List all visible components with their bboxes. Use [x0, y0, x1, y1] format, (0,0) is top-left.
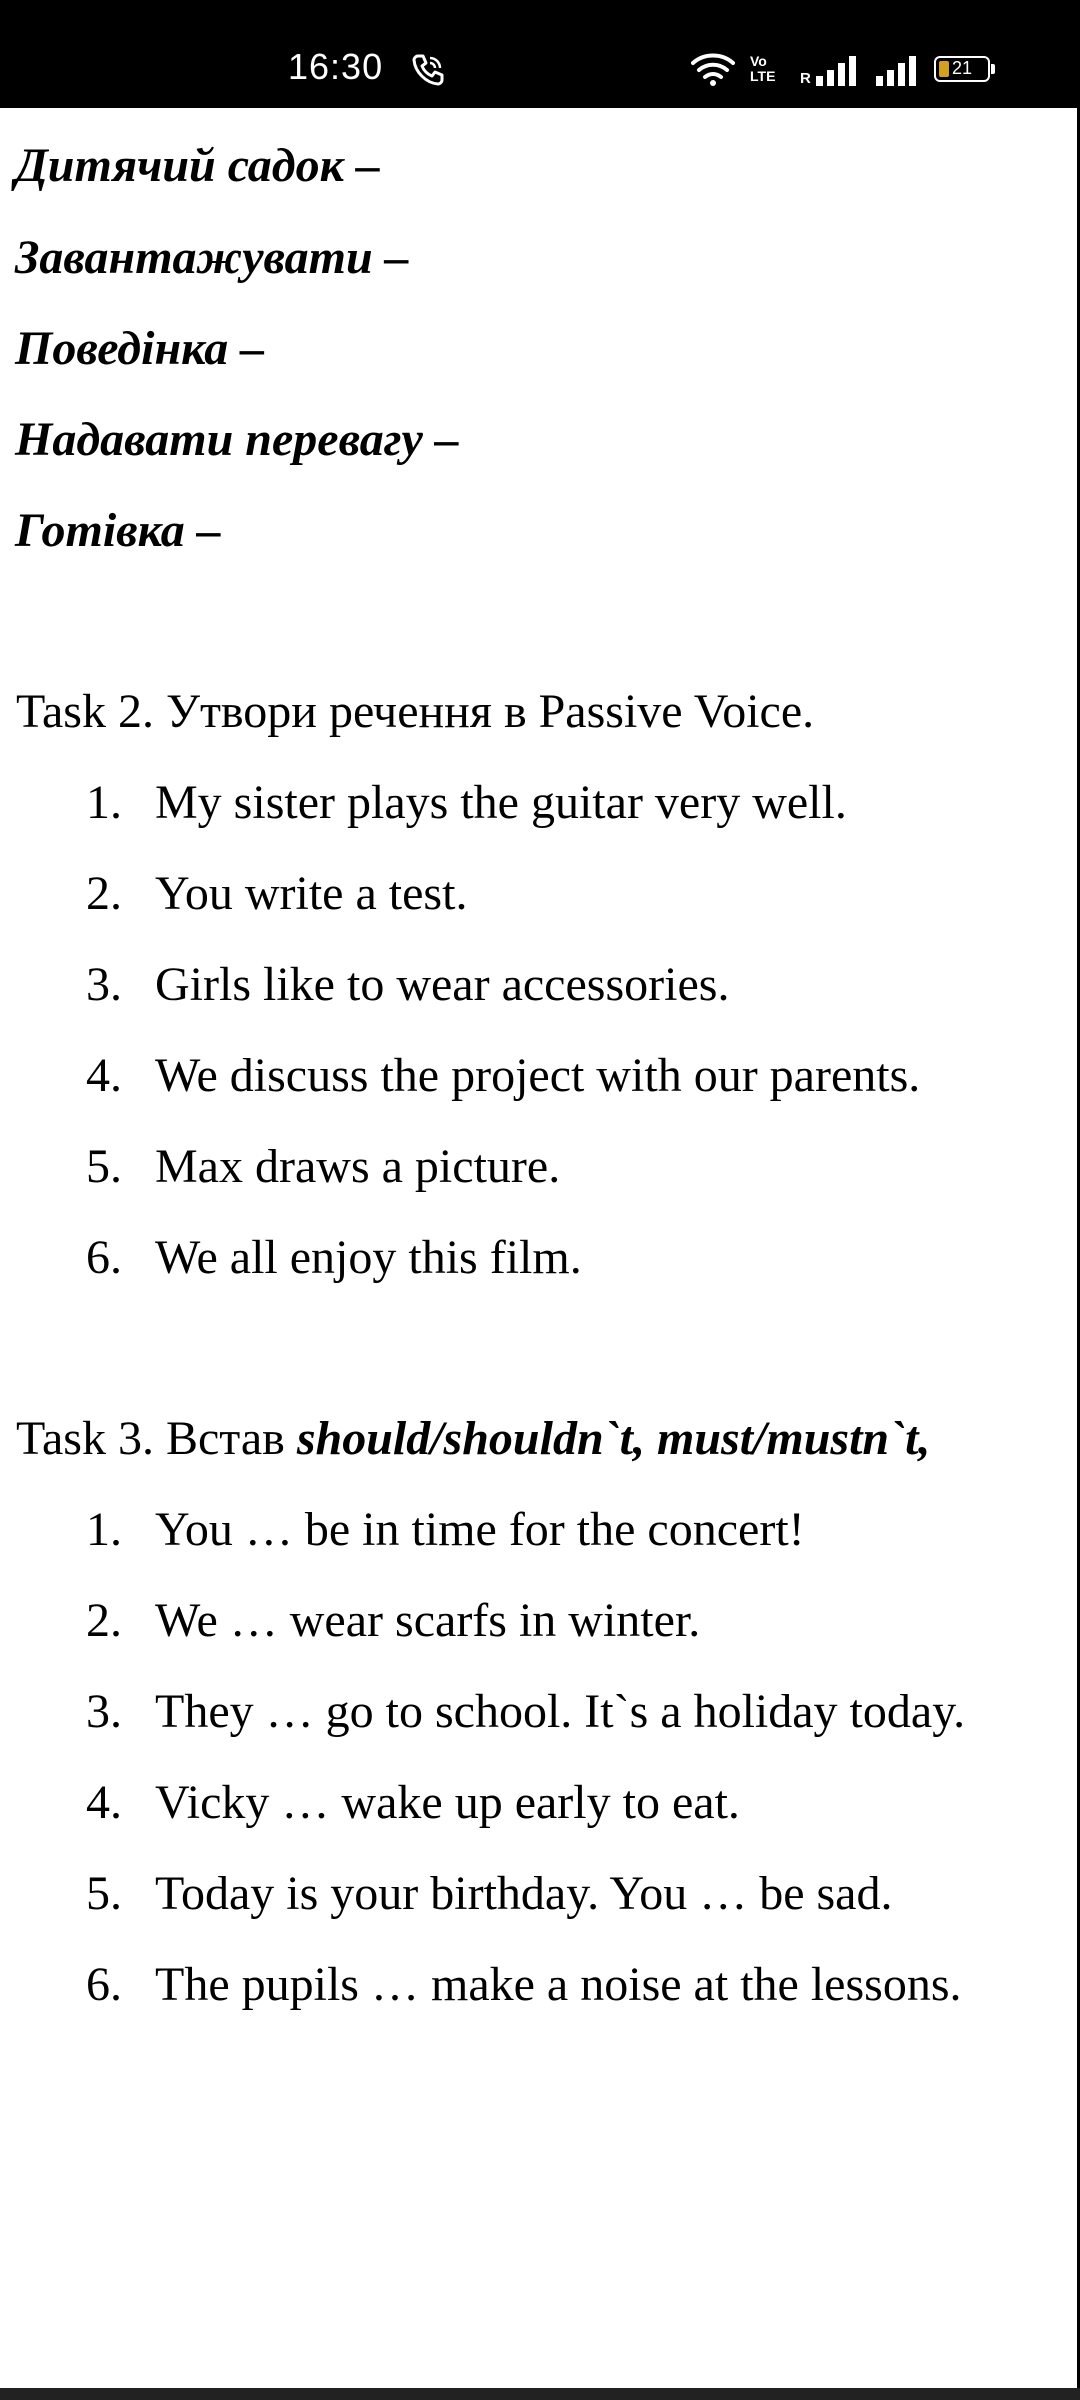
list-number: 2. [86, 867, 122, 920]
list-text: You … be in time for the concert! [155, 1503, 805, 1556]
wifi-icon [690, 52, 736, 91]
volte-icon [750, 54, 775, 84]
list-text: My sister plays the guitar very well. [155, 776, 847, 829]
list-number: 6. [86, 1958, 122, 2011]
list-text: The pupils … make a noise at the lessons. [155, 1958, 962, 2011]
vocab-item: Дитячий садок – [15, 139, 380, 192]
battery-level-label: 21 [951, 58, 973, 78]
list-text: We … wear scarfs in winter. [155, 1594, 701, 1647]
list-text: They … go to school. It`s a holiday today. [155, 1685, 966, 1738]
vocab-item: Поведінка – [15, 322, 265, 375]
list-text: Max draws a picture. [155, 1140, 561, 1193]
list-number: 5. [86, 1867, 122, 1920]
task3-heading [16, 1411, 930, 1466]
list-text: Girls like to wear accessories. [155, 958, 730, 1011]
task3-heading-prefix: Task 3. Встав [16, 1412, 297, 1465]
list-number: 3. [86, 1685, 122, 1738]
list-number: 2. [86, 1594, 122, 1647]
list-text: We all enjoy this film. [155, 1231, 582, 1284]
status-bar [0, 0, 1080, 108]
battery-tip [991, 64, 995, 74]
roaming-label: R [800, 70, 811, 87]
battery-icon [934, 56, 990, 82]
task3-heading-emphasis: should/shouldn`t, must/mustn`t, [296, 1412, 931, 1465]
volte-bottom-label: LTE [750, 68, 776, 84]
list-number: 4. [86, 1776, 122, 1829]
document-page[interactable] [0, 108, 1080, 2388]
list-text: Vicky … wake up early to eat. [155, 1776, 740, 1829]
task2-heading: Task 2. Утвори речення в Passive Voice. [16, 685, 815, 738]
status-time: 16:30 [288, 46, 384, 87]
list-number: 1. [86, 776, 122, 829]
phone-call-icon [410, 52, 446, 93]
bottom-edge-bar [0, 2388, 1080, 2400]
list-text: We discuss the project with our parents. [155, 1049, 921, 1102]
list-number: 1. [86, 1503, 122, 1556]
vocab-item: Надавати перевагу – [15, 413, 459, 466]
list-number: 5. [86, 1140, 122, 1193]
vocab-item: Готівка – [15, 504, 221, 557]
list-number: 3. [86, 958, 122, 1011]
volte-top-label: Vo [750, 53, 767, 69]
signal-strength-icon [814, 54, 862, 93]
list-number: 6. [86, 1231, 122, 1284]
list-number: 4. [86, 1049, 122, 1102]
vocab-item: Завантажувати – [15, 231, 409, 284]
list-text: You write a test. [155, 867, 468, 920]
list-text: Today is your birthday. You … be sad. [155, 1867, 893, 1920]
signal-strength-icon [874, 54, 922, 93]
